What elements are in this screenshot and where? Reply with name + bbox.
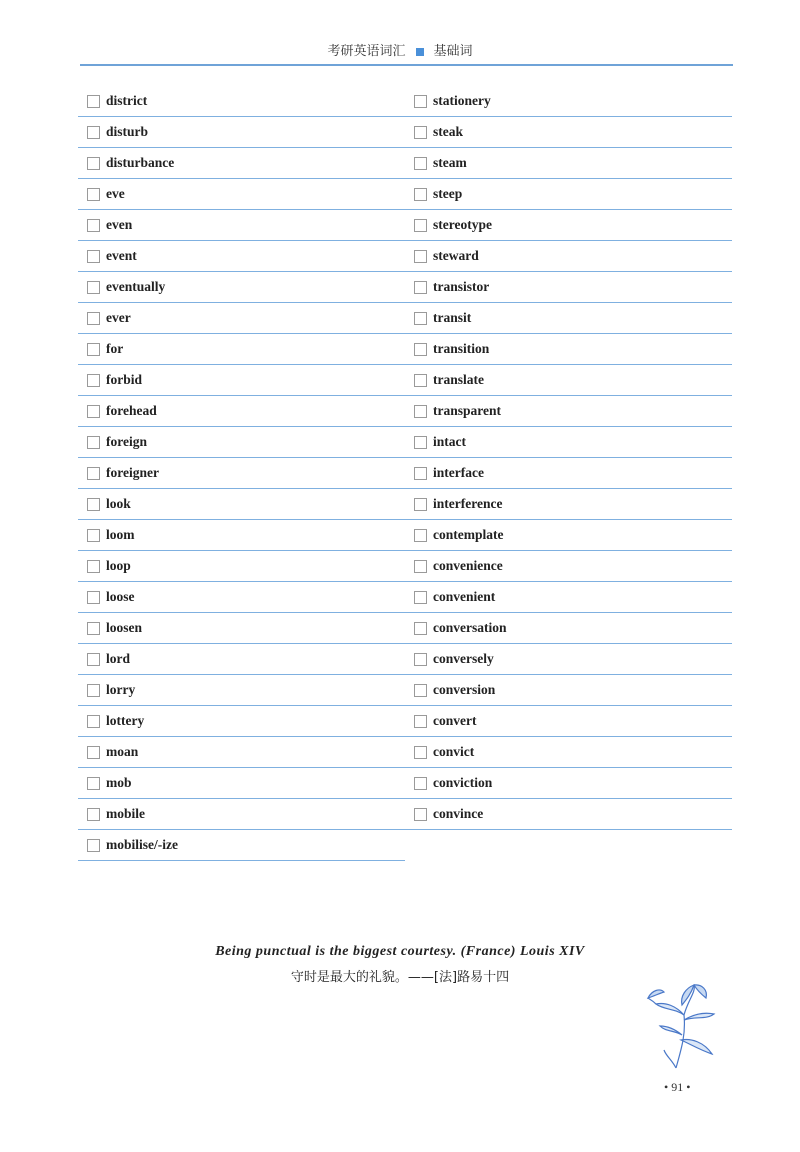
- vocabulary-word: mob: [106, 775, 132, 790]
- word-row: [78, 148, 405, 179]
- word-row: [405, 520, 732, 551]
- word-row: [405, 458, 732, 489]
- word-row: [405, 303, 732, 334]
- flower-illustration-icon: [636, 980, 736, 1070]
- checkbox[interactable]: [87, 529, 100, 542]
- quote-chinese: 守时是最大的礼貌。——[法]路易十四: [290, 970, 510, 985]
- word-row: [405, 365, 732, 396]
- word-row: [405, 613, 732, 644]
- checkbox[interactable]: [87, 467, 100, 480]
- word-row: [78, 799, 405, 830]
- left-column: [78, 86, 405, 861]
- checkbox[interactable]: [87, 343, 100, 356]
- word-row: [405, 706, 732, 737]
- checkbox[interactable]: [87, 436, 100, 449]
- word-row: [78, 303, 405, 334]
- page-header: [0, 40, 800, 59]
- vocabulary-word: eve: [106, 186, 125, 201]
- checkbox[interactable]: [87, 219, 100, 232]
- vocabulary-word: conversion: [433, 682, 496, 697]
- word-row: [78, 644, 405, 675]
- vocabulary-word: lorry: [106, 682, 136, 697]
- word-row: [78, 241, 405, 272]
- header-divider: [80, 64, 733, 66]
- vocabulary-word: interface: [433, 465, 484, 480]
- checkbox[interactable]: [414, 591, 427, 604]
- vocabulary-word: steam: [433, 155, 467, 170]
- checkbox[interactable]: [414, 746, 427, 759]
- checkbox[interactable]: [87, 591, 100, 604]
- word-row: [405, 179, 732, 210]
- checkbox[interactable]: [414, 312, 427, 325]
- word-row: [405, 272, 732, 303]
- vocabulary-word: for: [106, 341, 124, 356]
- vocabulary-word: eventually: [106, 279, 166, 294]
- vocabulary-word: transparent: [433, 403, 502, 418]
- word-row: [78, 86, 405, 117]
- checkbox[interactable]: [414, 622, 427, 635]
- checkbox[interactable]: [87, 157, 100, 170]
- vocabulary-word: translate: [433, 372, 484, 387]
- word-row: [78, 737, 405, 768]
- word-row: [405, 86, 732, 117]
- word-row: [78, 830, 405, 861]
- vocabulary-word: conversely: [433, 651, 494, 666]
- vocabulary-word: forehead: [106, 403, 157, 418]
- vocabulary-word: steward: [433, 248, 479, 263]
- vocabulary-word: foreign: [106, 434, 147, 449]
- checkbox[interactable]: [87, 374, 100, 387]
- vocabulary-word: interference: [433, 496, 503, 511]
- vocabulary-word: steak: [433, 124, 463, 139]
- vocabulary-word: loom: [106, 527, 135, 542]
- word-row: [78, 613, 405, 644]
- checkbox[interactable]: [87, 746, 100, 759]
- vocabulary-word: loop: [106, 558, 131, 573]
- word-row: [405, 551, 732, 582]
- checkbox[interactable]: [414, 95, 427, 108]
- word-row: [405, 396, 732, 427]
- checkbox[interactable]: [87, 653, 100, 666]
- checkbox[interactable]: [414, 250, 427, 263]
- checkbox[interactable]: [87, 839, 100, 852]
- vocabulary-word: lord: [106, 651, 131, 666]
- checkbox[interactable]: [87, 188, 100, 201]
- vocabulary-word: convenience: [433, 558, 503, 573]
- vocabulary-word: loosen: [106, 620, 143, 635]
- checkbox[interactable]: [414, 684, 427, 697]
- word-row: [405, 644, 732, 675]
- word-row: [78, 551, 405, 582]
- vocabulary-word: mobile: [106, 806, 145, 821]
- vocabulary-word: convenient: [433, 589, 496, 604]
- checkbox[interactable]: [414, 808, 427, 821]
- square-bullet-icon: [416, 48, 424, 56]
- word-row: [78, 706, 405, 737]
- vocabulary-word: forbid: [106, 372, 143, 387]
- word-row: [405, 210, 732, 241]
- checkbox[interactable]: [414, 715, 427, 728]
- checkbox[interactable]: [87, 560, 100, 573]
- checkbox[interactable]: [414, 777, 427, 790]
- word-row: [405, 489, 732, 520]
- word-row: [78, 520, 405, 551]
- word-row: [78, 210, 405, 241]
- word-row: [405, 427, 732, 458]
- quote-english: Being punctual is the biggest courtesy. (France) Louis XIV: [215, 944, 585, 959]
- vocabulary-word: conversation: [433, 620, 507, 635]
- vocabulary-word: convict: [433, 744, 475, 759]
- checkbox[interactable]: [87, 808, 100, 821]
- checkbox[interactable]: [87, 281, 100, 294]
- checkbox[interactable]: [87, 622, 100, 635]
- word-row: [405, 737, 732, 768]
- word-row: [78, 117, 405, 148]
- vocabulary-word: transistor: [433, 279, 490, 294]
- vocabulary-word: foreigner: [106, 465, 159, 480]
- word-row: [78, 489, 405, 520]
- checkbox[interactable]: [414, 157, 427, 170]
- section-title: 基础词: [433, 44, 473, 59]
- checkbox[interactable]: [414, 219, 427, 232]
- word-row: [78, 179, 405, 210]
- word-row: [405, 334, 732, 365]
- vocabulary-word: ever: [106, 310, 131, 325]
- checkbox[interactable]: [87, 126, 100, 139]
- checkbox[interactable]: [87, 498, 100, 511]
- vocabulary-word: look: [106, 496, 131, 511]
- checkbox[interactable]: [414, 560, 427, 573]
- checkbox[interactable]: [87, 715, 100, 728]
- vocabulary-word: mobilise/-ize: [106, 837, 178, 852]
- checkbox[interactable]: [414, 188, 427, 201]
- vocabulary-word: intact: [433, 434, 466, 449]
- checkbox[interactable]: [87, 250, 100, 263]
- vocabulary-word: transit: [433, 310, 472, 325]
- checkbox[interactable]: [87, 684, 100, 697]
- word-row: [78, 334, 405, 365]
- vocabulary-word: convince: [433, 806, 484, 821]
- checkbox[interactable]: [414, 126, 427, 139]
- vocabulary-word: lottery: [106, 713, 145, 728]
- vocabulary-word: district: [106, 93, 148, 108]
- vocabulary-word: disturbance: [106, 155, 175, 170]
- vocabulary-word: moan: [106, 744, 139, 759]
- vocabulary-word: even: [106, 217, 133, 232]
- checkbox[interactable]: [414, 405, 427, 418]
- word-row: [405, 148, 732, 179]
- word-row: [78, 458, 405, 489]
- word-row: [405, 768, 732, 799]
- vocabulary-word: contemplate: [433, 527, 504, 542]
- checkbox[interactable]: [87, 405, 100, 418]
- checkbox[interactable]: [414, 498, 427, 511]
- word-row: [405, 241, 732, 272]
- book-title: 考研英语词汇: [327, 44, 406, 59]
- checkbox[interactable]: [414, 467, 427, 480]
- checkbox[interactable]: [414, 281, 427, 294]
- vocabulary-word: steep: [433, 186, 463, 201]
- vocabulary-word: conviction: [433, 775, 493, 790]
- checkbox[interactable]: [414, 529, 427, 542]
- word-row: [405, 117, 732, 148]
- vocabulary-word: stereotype: [433, 217, 492, 232]
- word-row: [78, 582, 405, 613]
- page-number: • 91 •: [664, 1080, 691, 1094]
- vocabulary-word: stationery: [433, 93, 491, 108]
- checkbox[interactable]: [414, 374, 427, 387]
- word-row: [405, 582, 732, 613]
- word-row: [405, 799, 732, 830]
- checkbox[interactable]: [87, 777, 100, 790]
- vocabulary-word: event: [106, 248, 137, 263]
- word-row: [78, 365, 405, 396]
- word-row: [78, 768, 405, 799]
- vocabulary-word: loose: [106, 589, 135, 604]
- word-row: [405, 675, 732, 706]
- checkbox[interactable]: [87, 312, 100, 325]
- word-row: [78, 272, 405, 303]
- vocabulary-word: transition: [433, 341, 490, 356]
- right-column: [405, 86, 732, 830]
- word-row: [78, 427, 405, 458]
- word-row: [78, 675, 405, 706]
- checkbox[interactable]: [87, 95, 100, 108]
- checkbox[interactable]: [414, 653, 427, 666]
- checkbox[interactable]: [414, 343, 427, 356]
- vocabulary-word: disturb: [106, 124, 149, 139]
- checkbox[interactable]: [414, 436, 427, 449]
- vocabulary-word: convert: [433, 713, 477, 728]
- word-row: [78, 396, 405, 427]
